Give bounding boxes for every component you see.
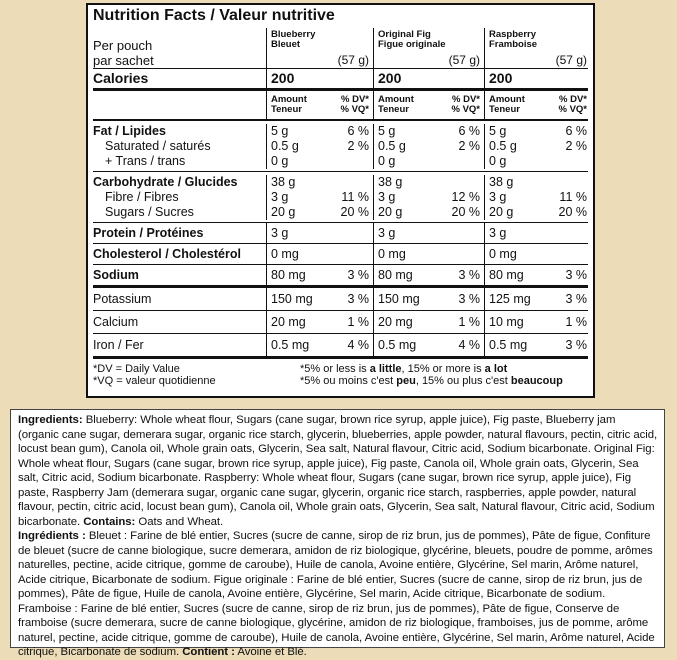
protein-row: Protein / Protéines 3 g 3 g 3 g [93, 223, 588, 244]
calcium-row: Calcium 20 mg 1 % 20 mg 1 % 10 mg 1 % [93, 311, 588, 334]
serving-header [93, 28, 588, 69]
calories-value: 200 [484, 69, 591, 88]
amount-header: Amount Teneur % DV* % VQ* [373, 91, 484, 119]
serving-line2: par sachet [93, 53, 154, 68]
cholesterol-label: Cholesterol / Cholestérol [93, 247, 241, 261]
potassium-label: Potassium [93, 292, 152, 306]
portion-size: (57 g) [337, 53, 369, 67]
potassium-row: Potassium 150 mg 3 % 150 mg 3 % 125 mg 3 % [93, 288, 588, 311]
calcium-label: Calcium [93, 315, 139, 329]
serving-label [93, 28, 266, 68]
product-name-en: Original Fig [378, 29, 431, 40]
fat-label: Fat / Lipides [93, 124, 166, 138]
product-name-en: Blueberry [271, 29, 316, 40]
calories-value: 200 [266, 69, 373, 88]
ingredients-en: Ingredients: Blueberry: Whole wheat flour, Sugars (cane sugar, brown rice syrup, apple juice), Fig paste, Blueberry jam (organic cane sugar, demerara sugar, organic rice starch, glycerin, blueberries, apple powder, natural flavours, pectin, citric acid, locust bean gum), Canola oil, Whole grain oats, Glycerin, Sea salt, Natural flavour, Citric acid, Sodium bicarbonate. Original Fig: Whole wheat flour, Sugars (cane sugar, brown rice syrup, apple juice), Fig paste, Canola oil, Whole grain oats, Glycerin, Sea salt, Citric acid, Sodium bicarbonate. Raspberry: Whole wheat flour, Sugars (cane sugar, brown rice syrup, apple juice), Fig paste, Raspberry Jam (demerara sugar, organic cane sugar, glycerin, organic rice starch, raspberries, apple powder, natural flavour, pectin, citric acid, locust bean gum), Canola oil, Whole grain oats, Glycerin, Sea salt, Natural flavour, Citric acid, Sodium bicarbonate. Contains: Oats and Wheat. [18, 414, 658, 528]
calories-label: Calories [93, 70, 149, 86]
ingredients-fr: Ingrédients : Bleuet : Farine de blé entier, Sucres (sucre de canne, sirop de riz brun, jus de pommes), Pâte de figue, Confiture de bleuet (sucre de canne biologique, sucre demerara, amidon de riz biologique, glycérine, bleuets, poudre de pomme, arômes naturelles, pectine, acide citrique, gomme de caroube), Huile de canola, Avoine entière, Glycérine, Sel marin, Arôme naturel, Acide citrique, Bicarbonate de sodium. Figue originale : Farine de blé entier, Sucres (sucre de canne, sirop de riz brun, jus de pommes), Pâte de figue, Huile de canola, Avoine entière, Glycérine, Sel marin, Acide citrique, Bicarbonate de sodium. Framboise : Farine de blé entier, Sucres (sucre de canne, sirop de riz brun, jus de pommes), Pâte de figue, Conserve de framboise (sucre demerara, sucre de canne biologique, glycérine, amidon de riz biologique, framboises, jus de pomme, arôme naturel, pectine, acide citrique, gomme de caroube), Huile de canola, Avoine entière, Glycérine, Sel marin, Arôme naturel, Acide citrique, Bicarbonate de sodium. Contient : Avoine et Blé. [18, 530, 655, 658]
nutrition-facts-table [86, 3, 595, 398]
iron-label: Iron / Fer [93, 338, 144, 352]
footnote-en: *5% or less is a little, 15% or more is a lot [300, 363, 508, 375]
fat-row: Fat / Lipides Saturated / saturés + Trans / trans 5 g 6 % 0.5 g 0 g 2 % 5 g 6 % 0.5 g 0 g 2 % 5 g 6 % 0.5 g 0 g 2 % [93, 121, 588, 172]
sodium-label: Sodium [93, 268, 139, 282]
carbohydrate-row: Carbohydrate / Glucides Fibre / Fibres Sugars / Sucres 38 g 3 g 11 % 20 g 20 % 38 g 3 g 12 % 20 g 20 % 38 g 3 g 11 % 20 g 20 % [93, 172, 588, 223]
fibre-label: Fibre / Fibres [105, 190, 179, 204]
amount-header-row [93, 91, 588, 121]
product-name-fr: Framboise [489, 39, 538, 50]
footnote [93, 359, 588, 387]
saturated-label: Saturated / saturés [105, 139, 211, 153]
carbohydrate-label: Carbohydrate / Glucides [93, 175, 238, 189]
protein-label: Protein / Protéines [93, 226, 204, 240]
table-title: Nutrition Facts / Valeur nutritive [93, 7, 335, 24]
sugars-label: Sugars / Sucres [105, 205, 194, 219]
product-name-fr: Figue originale [378, 39, 446, 50]
iron-row: Iron / Fer 0.5 mg 4 % 0.5 mg 4 % 0.5 mg 3 % [93, 334, 588, 359]
calories-value: 200 [373, 69, 484, 88]
portion-size: (57 g) [448, 53, 480, 67]
product-name-en: Raspberry [489, 29, 536, 40]
product-name-fr: Bleuet [271, 39, 301, 50]
ingredients-panel [10, 409, 665, 658]
footnote-vq: *VQ = valeur quotidienne [93, 375, 216, 387]
amount-header: Amount Teneur % DV* % VQ* [266, 91, 373, 119]
product-blueberry [266, 28, 373, 68]
footnote-dv: *DV = Daily Value [93, 363, 180, 375]
trans-label: + Trans / trans [105, 154, 186, 168]
product-original-fig [373, 28, 484, 68]
cholesterol-row: Cholesterol / Cholestérol 0 mg 0 mg 0 mg [93, 244, 588, 265]
portion-size: (57 g) [555, 53, 587, 67]
calories-row [93, 69, 588, 91]
sodium-row: Sodium 80 mg 3 % 80 mg 3 % 80 mg 3 % [93, 265, 588, 288]
product-raspberry [484, 28, 591, 68]
footnote-fr: *5% ou moins c'est peu, 15% ou plus c'est beaucoup [300, 375, 563, 387]
amount-header: Amount Teneur % DV* % VQ* [484, 91, 591, 119]
serving-line1: Per pouch [93, 38, 153, 53]
